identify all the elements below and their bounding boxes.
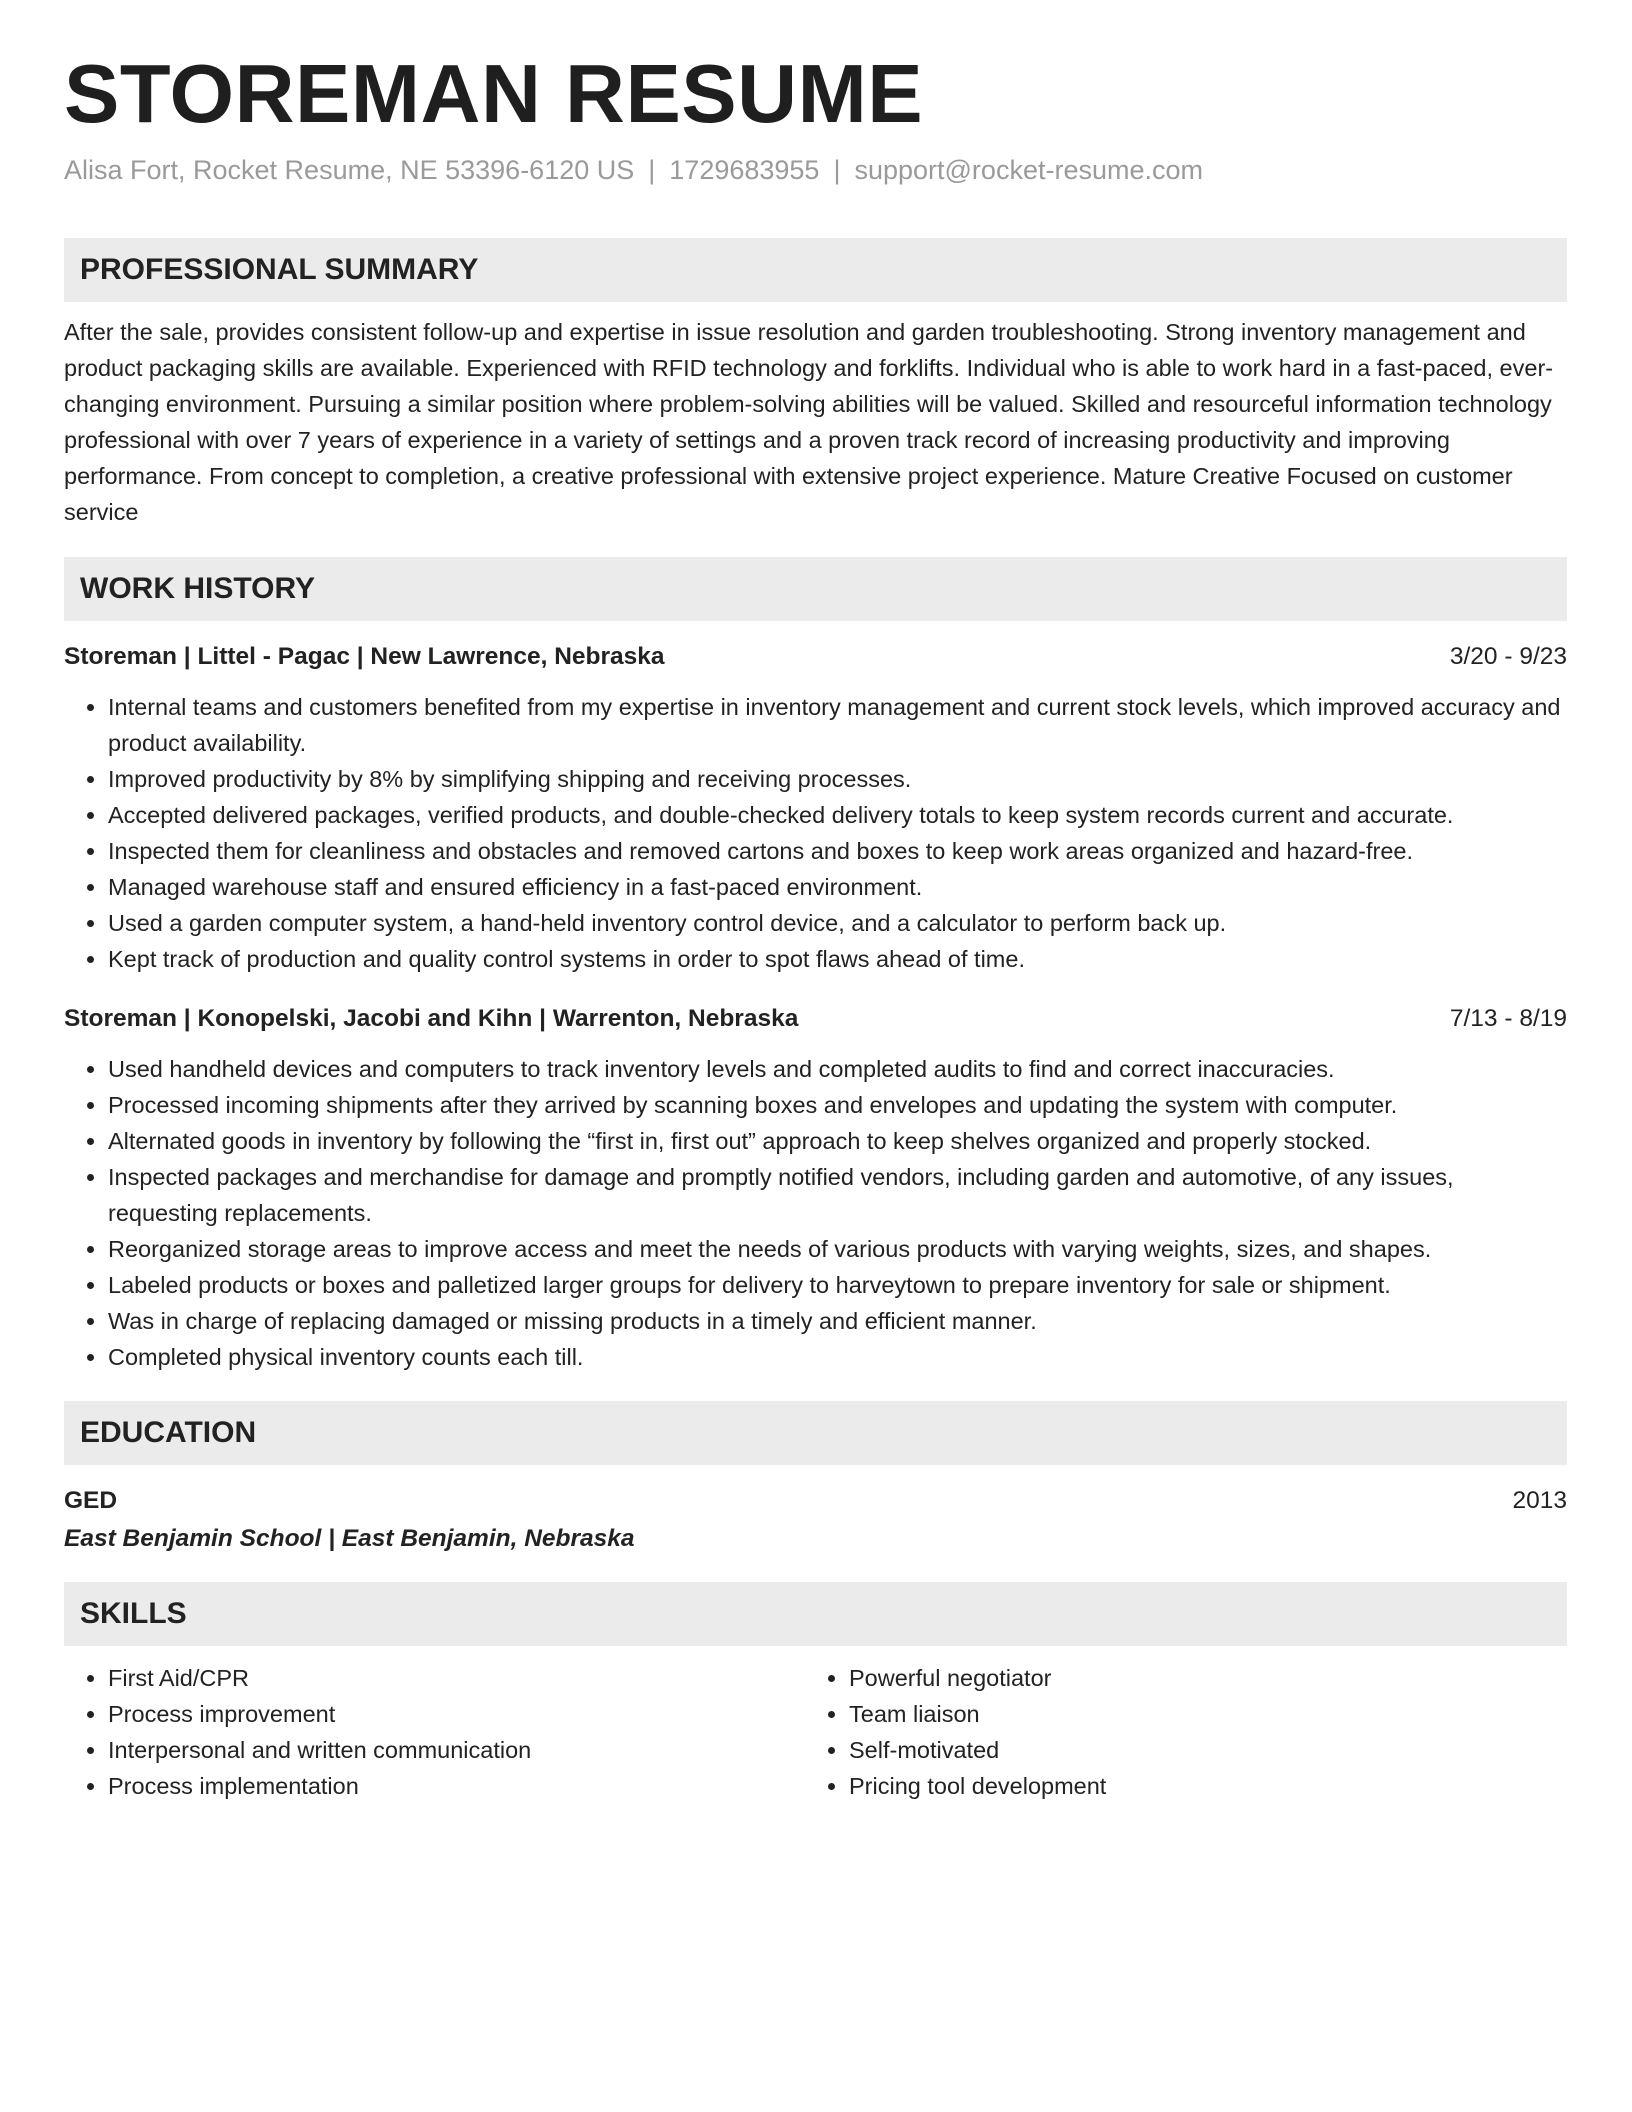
job-dates: 7/13 - 8/19 <box>1449 1005 1567 1033</box>
job-bullet: • Labeled products or boxes and palletized larger groups for delivery to harveytown to prepare inventory for sale or shipment. <box>108 1267 1567 1303</box>
education-heading: EDUCATION <box>64 1401 1567 1465</box>
work-history-heading: WORK HISTORY <box>64 557 1567 621</box>
job-header <box>64 639 1567 675</box>
job-bullet: • Accepted delivered packages, verified products, and double-checked delivery totals to keep system records current and accurate. <box>108 797 1567 833</box>
job-bullet: • Inspected packages and merchandise for damage and promptly notified vendors, including garden and automotive, of any issues, requesting replacements. <box>108 1159 1567 1231</box>
contact-separator: | <box>648 155 656 185</box>
job-title: Storeman | Littel - Pagac | New Lawrence, Nebraska <box>64 643 665 671</box>
job-header <box>64 1001 1567 1037</box>
job-bullet: • Internal teams and customers benefited from my expertise in inventory management and current stock levels, which improved accuracy and product availability. <box>108 689 1567 761</box>
contact-separator: | <box>833 155 841 185</box>
skill-item: • Self-motivated <box>849 1732 1539 1768</box>
skill-item: • Process improvement <box>108 1696 805 1732</box>
skill-item: • Powerful negotiator <box>849 1660 1539 1696</box>
skill-item: • Team liaison <box>849 1696 1539 1732</box>
contact-email: support@rocket-resume.com <box>854 155 1203 185</box>
job-dates: 3/20 - 9/23 <box>1449 643 1567 671</box>
job-bullets <box>64 689 1567 977</box>
resume-page <box>64 47 1567 1804</box>
job-entry <box>64 1001 1567 1375</box>
job-bullet: • Kept track of production and quality control systems in order to spot flaws ahead of time. <box>108 941 1567 977</box>
skill-item: • Process implementation <box>108 1768 805 1804</box>
job-bullet: • Processed incoming shipments after they arrived by scanning boxes and envelopes and updating the system with computer. <box>108 1087 1567 1123</box>
job-bullet: • Used handheld devices and computers to track inventory levels and completed audits to find and correct inaccuracies. <box>108 1051 1567 1087</box>
education-year: 2013 <box>1512 1487 1567 1515</box>
summary-heading: PROFESSIONAL SUMMARY <box>64 238 1567 302</box>
education-header <box>64 1482 1567 1520</box>
skill-item: • First Aid/CPR <box>108 1660 805 1696</box>
job-bullet: • Completed physical inventory counts each till. <box>108 1339 1567 1375</box>
education-entry <box>64 1482 1567 1558</box>
job-bullet: • Alternated goods in inventory by following the “first in, first out” approach to keep shelves organized and properly stocked. <box>108 1123 1567 1159</box>
job-bullets <box>64 1051 1567 1375</box>
contact-phone: 1729683955 <box>669 155 820 185</box>
skills-list <box>64 1660 1567 1804</box>
skills-heading: SKILLS <box>64 1582 1567 1646</box>
job-bullet: • Was in charge of replacing damaged or missing products in a timely and efficient manner. <box>108 1303 1567 1339</box>
job-bullet: • Improved productivity by 8% by simplifying shipping and receiving processes. <box>108 761 1567 797</box>
contact-address: Alisa Fort, Rocket Resume, NE 53396-6120 US <box>64 155 635 185</box>
skill-item: • Pricing tool development <box>849 1768 1539 1804</box>
education-school: East Benjamin School | East Benjamin, Nebraska <box>64 1525 635 1553</box>
job-title: Storeman | Konopelski, Jacobi and Kihn | Warrenton, Nebraska <box>64 1005 799 1033</box>
job-bullet: • Managed warehouse staff and ensured efficiency in a fast-paced environment. <box>108 869 1567 905</box>
resume-title: STOREMAN RESUME <box>64 47 924 140</box>
contact-line <box>64 153 1567 188</box>
summary-text: After the sale, provides consistent follow-up and expertise in issue resolution and garden troubleshooting. Strong inventory management and product packaging skills are available. Experienced with RFID technology and forklifts. Individual who is able to work hard in a fast-paced, ever-changing environment. Pursuing a similar position where problem-solving abilities will be valued. Skilled and resourceful information technology professional with over 7 years of experience in a variety of settings and a proven track record of increasing productivity and improving performance. From concept to completion, a creative professional with extensive project experience. Mature Creative Focused on customer service <box>64 319 1554 526</box>
skill-item: • Interpersonal and written communication <box>108 1732 805 1768</box>
job-bullet: • Used a garden computer system, a hand-held inventory control device, and a calculator to perform back up. <box>108 905 1567 941</box>
job-bullet: • Reorganized storage areas to improve access and meet the needs of various products with varying weights, sizes, and shapes. <box>108 1231 1567 1267</box>
education-degree: GED <box>64 1487 118 1515</box>
job-entry <box>64 639 1567 977</box>
job-bullet: • Inspected them for cleanliness and obstacles and removed cartons and boxes to keep work areas organized and hazard-free. <box>108 833 1567 869</box>
skills-column-left <box>64 1660 805 1804</box>
skills-column-right <box>805 1660 1539 1804</box>
